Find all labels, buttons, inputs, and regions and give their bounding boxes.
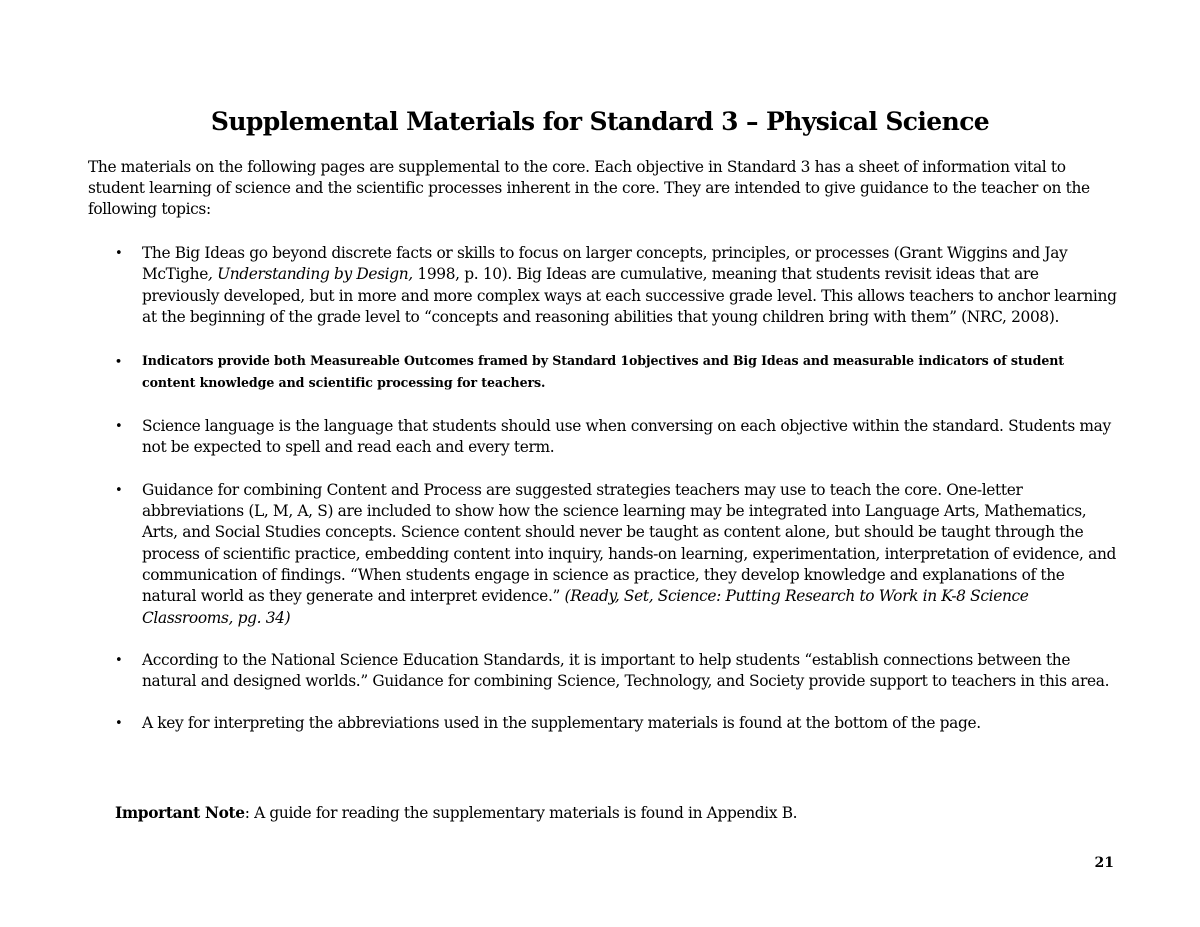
page-number: 21 — [1094, 855, 1114, 871]
list-item-key — [88, 713, 1118, 734]
bullet-icon: • — [115, 716, 123, 732]
page-title: Supplemental Materials for Standard 3 – Physical Science — [210, 107, 990, 136]
content-process-text: Guidance for combining Content and Process are suggested strategies teachers may use to teach the core. One-letter abbreviations (L, M, A, S) are included to show how the science learning may be integrated into Language Arts, Mathematics, Arts, and Social Studies concepts. Science content should never be taught as content alone, but should be taught through the process of scientific practice, embedding content into inquiry, hands-on learning, experimentation, interpretation of evidence, and communication of findings. “When students engage in science as practice, they develop knowledge and explanations of the natural world as they generate and interpret evidence.” — [142, 480, 1117, 606]
big-ideas-text: The Big Ideas go beyond discrete facts or skills to focus on larger concepts, principles, or processes (Grant Wiggins and Jay McTighe — [142, 244, 1068, 284]
bullet-icon: • — [115, 652, 123, 668]
note-text: : A guide for reading the supplementary materials is found in Appendix B. — [244, 804, 798, 822]
science-language-text: Science language is the language that students should use when conversing on each objective within the standard. Students may not be expected to spell and read each and every term. — [142, 417, 1111, 457]
list-item-indicators — [88, 350, 1118, 394]
intro-paragraph: The materials on the following pages are supplemental to the core. Each objective in Standard 3 has a sheet of information vital to student learning of science and the scientific processes inherent in the core. They are intended to give guidance to the teacher on the following topics: — [88, 158, 1090, 218]
list-item-nses — [88, 650, 1118, 693]
indicators-text: Indicators provide both Measureable Outcomes framed by Standard 1objectives and Big Ideas and measurable indicators of student content knowledge and scientific processing for teachers. — [142, 353, 1065, 391]
content-process-citation: (Ready, Set, Science: Putting Research to Work in K-8 Science Classrooms, pg. 34) — [142, 587, 1029, 627]
list-item-content-process — [88, 480, 1118, 629]
list-item-big-ideas — [88, 243, 1118, 328]
bullet-icon: • — [115, 419, 123, 435]
bullet-icon: • — [115, 246, 123, 261]
topics-list — [88, 243, 1118, 735]
key-text: A key for interpreting the abbreviations used in the supplementary materials is found at the bottom of the page. — [142, 714, 981, 733]
bullet-icon: • — [115, 355, 122, 369]
list-item-science-language — [88, 416, 1118, 459]
big-ideas-text-cont: 1998, p. 10). Big Ideas are cumulative, meaning that students revisit ideas that are previously developed, but in more and more complex ways at each successive grade level. This allows teachers to anchor learning at the beginning of the grade level to “concepts and reasoning abilities that young children bring with them” (NRC, 2008). — [142, 265, 1117, 326]
important-note — [115, 803, 797, 824]
note-label: Important Note — [115, 804, 245, 822]
big-ideas-citation: , Understanding by Design, — [208, 265, 413, 284]
nses-text: According to the National Science Education Standards, it is important to help students “establish connections between the natural and designed worlds.” Guidance for combining Science, Technology, and Society provide support to teachers in this area. — [142, 650, 1110, 691]
bullet-icon: • — [115, 482, 123, 498]
